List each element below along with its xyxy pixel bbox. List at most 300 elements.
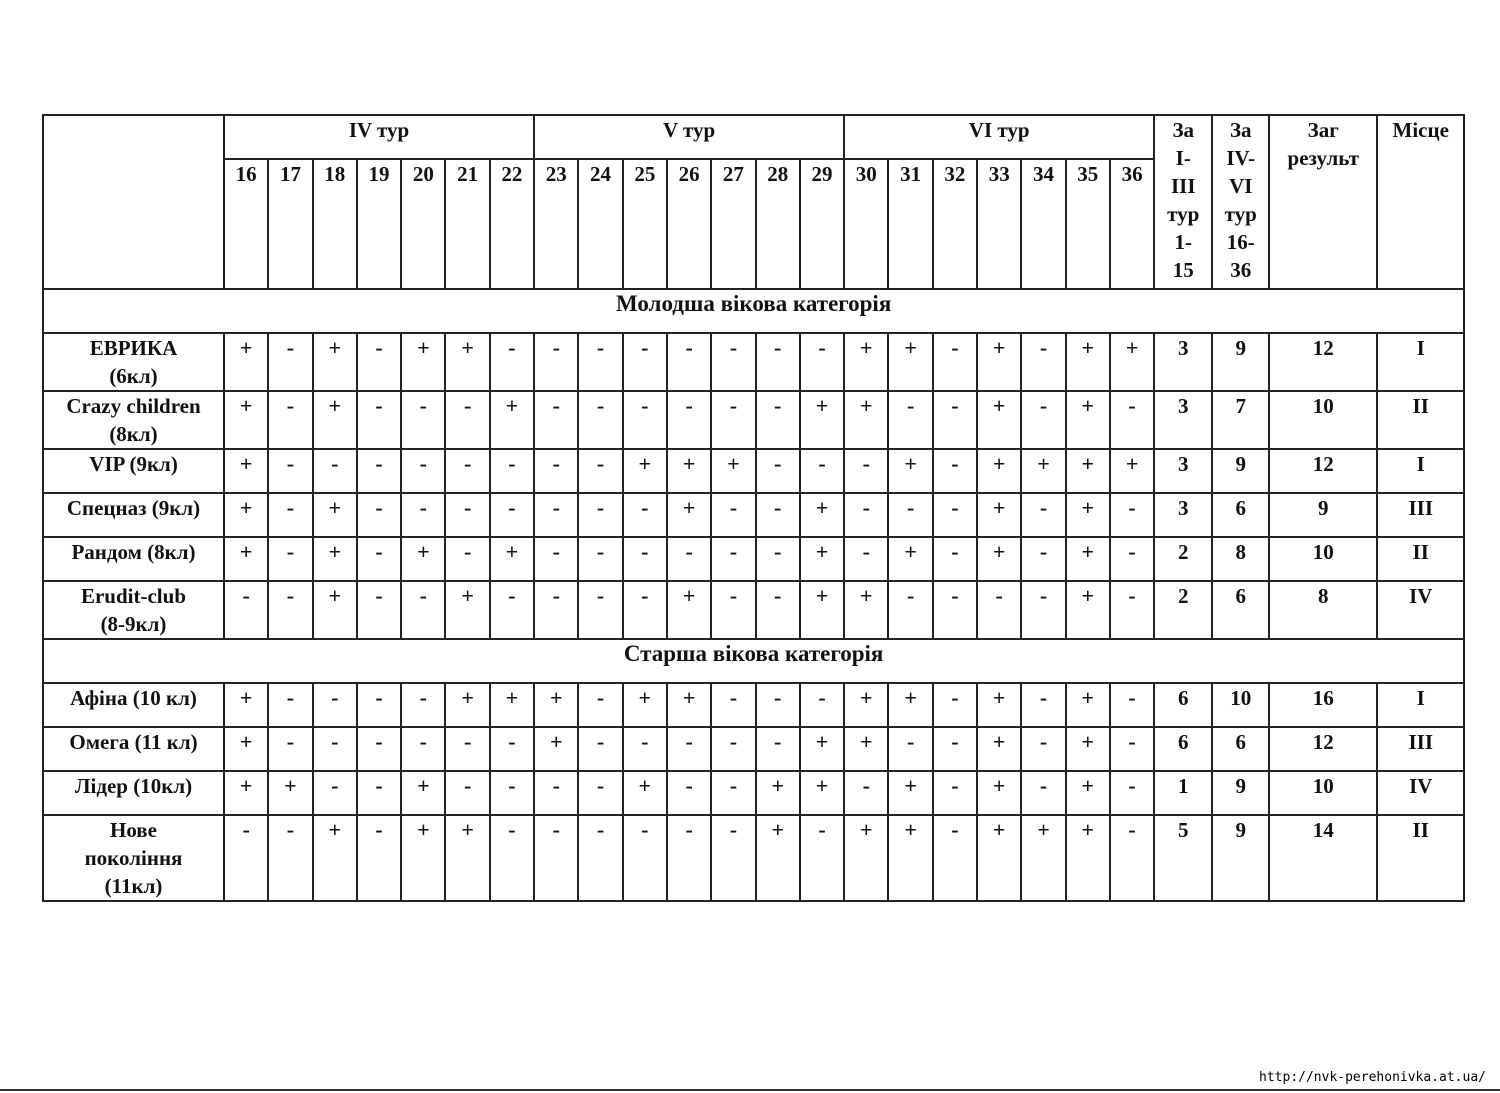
round-number: 22 [490, 159, 534, 289]
team-name [43, 683, 224, 727]
cell-line: результ [1287, 146, 1359, 170]
cell-line: (11кл) [104, 874, 163, 898]
cell-line: 1- [1174, 230, 1192, 254]
round-result: - [756, 391, 800, 449]
round-result: + [1066, 581, 1110, 639]
round-result: + [224, 727, 268, 771]
round-number: 29 [800, 159, 844, 289]
round-result: + [888, 537, 932, 581]
total-result: 16 [1269, 683, 1377, 727]
total-result: 10 [1269, 391, 1377, 449]
round-result: - [268, 333, 312, 391]
cell-line: VIP (9кл) [89, 452, 178, 476]
round-result: - [711, 771, 755, 815]
round-result: - [268, 815, 312, 901]
round-result: + [445, 581, 489, 639]
round-result: - [711, 581, 755, 639]
place: II [1377, 815, 1464, 901]
round-result: - [800, 333, 844, 391]
cell-line: IV- [1226, 146, 1256, 170]
section-title: Молодша вікова категорія [43, 289, 1464, 333]
round-result: + [445, 683, 489, 727]
round-result: - [1021, 683, 1065, 727]
round-result: - [1110, 771, 1154, 815]
round-result: - [1110, 815, 1154, 901]
round-result: - [667, 537, 711, 581]
round-result: - [445, 537, 489, 581]
round-result: - [313, 449, 357, 493]
round-result: - [268, 683, 312, 727]
round-result: - [1021, 537, 1065, 581]
place: III [1377, 727, 1464, 771]
header-sum-IV-VI [1212, 115, 1269, 289]
round-result: - [711, 391, 755, 449]
round-result: + [977, 771, 1021, 815]
round-result: + [667, 683, 711, 727]
team-row [43, 581, 1464, 639]
round-result: - [1021, 581, 1065, 639]
round-result: + [313, 815, 357, 901]
cell-line: (6кл) [109, 364, 158, 388]
round-result: - [268, 727, 312, 771]
round-result: - [578, 493, 622, 537]
round-number: 21 [445, 159, 489, 289]
round-result: - [578, 815, 622, 901]
round-result: - [1110, 581, 1154, 639]
round-result: - [1110, 683, 1154, 727]
round-result: - [623, 815, 667, 901]
round-number: 20 [401, 159, 445, 289]
results-table [42, 114, 1465, 902]
sum-I-III: 3 [1154, 333, 1212, 391]
round-result: + [888, 683, 932, 727]
round-result: + [844, 727, 888, 771]
sum-IV-VI: 10 [1212, 683, 1269, 727]
round-result: + [800, 771, 844, 815]
cell-line: Рандом (8кл) [71, 540, 196, 564]
round-result: - [933, 727, 977, 771]
sum-I-III: 3 [1154, 493, 1212, 537]
total-result: 9 [1269, 493, 1377, 537]
round-result: + [977, 815, 1021, 901]
round-result: + [224, 391, 268, 449]
cell-line: Омега (11 кл) [69, 730, 198, 754]
round-result: - [268, 449, 312, 493]
sum-I-III: 5 [1154, 815, 1212, 901]
round-result: - [1021, 333, 1065, 391]
header-place: Місце [1377, 115, 1464, 289]
round-result: - [756, 581, 800, 639]
round-result: - [224, 581, 268, 639]
round-result: - [933, 449, 977, 493]
cell-line: 16- [1226, 230, 1255, 254]
cell-line: тур [1224, 202, 1257, 226]
section-row [43, 289, 1464, 333]
tour-header: IV тур [224, 115, 534, 159]
round-result: + [1066, 771, 1110, 815]
round-result: - [534, 333, 578, 391]
section-row [43, 639, 1464, 683]
round-result: - [534, 391, 578, 449]
round-result: + [224, 333, 268, 391]
round-result: - [1110, 493, 1154, 537]
round-number: 33 [977, 159, 1021, 289]
round-result: + [756, 815, 800, 901]
sum-IV-VI: 8 [1212, 537, 1269, 581]
round-number: 28 [756, 159, 800, 289]
round-result: - [578, 449, 622, 493]
cell-line: Crazy children [66, 394, 201, 418]
round-number: 17 [268, 159, 312, 289]
round-result: + [667, 581, 711, 639]
round-number: 19 [357, 159, 401, 289]
round-result: - [490, 449, 534, 493]
round-result: + [1066, 815, 1110, 901]
team-row [43, 493, 1464, 537]
round-result: - [933, 815, 977, 901]
place: I [1377, 683, 1464, 727]
round-result: - [401, 391, 445, 449]
round-result: + [445, 815, 489, 901]
round-number: 26 [667, 159, 711, 289]
round-result: + [313, 391, 357, 449]
cell-line: За [1172, 118, 1195, 142]
team-row [43, 771, 1464, 815]
cell-line: (8кл) [109, 422, 158, 446]
round-number: 30 [844, 159, 888, 289]
cell-line: За [1229, 118, 1252, 142]
cell-line: покоління [84, 846, 183, 870]
round-result: - [268, 493, 312, 537]
cell-line: 15 [1172, 258, 1194, 282]
round-result: + [711, 449, 755, 493]
cell-line: VI [1229, 174, 1253, 198]
round-result: - [445, 771, 489, 815]
section-title: Старша вікова категорія [43, 639, 1464, 683]
team-row [43, 449, 1464, 493]
round-number: 24 [578, 159, 622, 289]
round-result: - [623, 581, 667, 639]
round-result: + [844, 581, 888, 639]
round-result: - [844, 493, 888, 537]
round-result: - [844, 449, 888, 493]
sum-IV-VI: 6 [1212, 727, 1269, 771]
team-row [43, 391, 1464, 449]
round-result: - [756, 683, 800, 727]
sum-I-III: 6 [1154, 683, 1212, 727]
team-name [43, 493, 224, 537]
round-result: - [1021, 391, 1065, 449]
cell-line: Заг [1307, 118, 1339, 142]
round-result: - [445, 391, 489, 449]
round-result: + [623, 449, 667, 493]
cell-line: Афіна (10 кл) [70, 686, 197, 710]
team-row [43, 683, 1464, 727]
team-name [43, 537, 224, 581]
team-name [43, 771, 224, 815]
round-result: + [490, 537, 534, 581]
round-result: + [844, 391, 888, 449]
round-result: + [224, 683, 268, 727]
round-result: - [756, 449, 800, 493]
round-result: - [844, 771, 888, 815]
round-result: + [534, 683, 578, 727]
round-result: + [445, 333, 489, 391]
round-result: - [357, 391, 401, 449]
round-result: - [933, 771, 977, 815]
total-result: 8 [1269, 581, 1377, 639]
round-result: + [534, 727, 578, 771]
round-result: - [313, 771, 357, 815]
round-result: + [401, 537, 445, 581]
round-result: - [888, 581, 932, 639]
round-result: - [578, 581, 622, 639]
round-result: - [711, 537, 755, 581]
round-result: + [1066, 727, 1110, 771]
round-result: + [800, 493, 844, 537]
round-result: + [1021, 449, 1065, 493]
round-result: - [578, 537, 622, 581]
round-result: - [756, 537, 800, 581]
round-result: - [490, 333, 534, 391]
round-result: + [224, 493, 268, 537]
round-result: - [756, 727, 800, 771]
footer-url: http://nvk-perehonivka.at.ua/ [1259, 1070, 1486, 1085]
header-total [1269, 115, 1377, 289]
round-result: + [756, 771, 800, 815]
sum-I-III: 6 [1154, 727, 1212, 771]
round-result: + [313, 493, 357, 537]
round-result: - [667, 815, 711, 901]
round-result: - [933, 581, 977, 639]
round-result: + [888, 449, 932, 493]
round-result: + [224, 537, 268, 581]
sum-I-III: 2 [1154, 581, 1212, 639]
round-result: - [357, 771, 401, 815]
round-result: + [1066, 537, 1110, 581]
round-result: - [357, 581, 401, 639]
round-result: + [888, 333, 932, 391]
table-body [43, 289, 1464, 901]
sum-IV-VI: 9 [1212, 333, 1269, 391]
round-result: - [534, 771, 578, 815]
round-result: - [667, 333, 711, 391]
total-result: 10 [1269, 771, 1377, 815]
sum-I-III: 2 [1154, 537, 1212, 581]
round-number: 36 [1110, 159, 1154, 289]
round-result: - [888, 391, 932, 449]
place: IV [1377, 771, 1464, 815]
cell-line: (8-9кл) [100, 612, 167, 636]
round-result: - [357, 815, 401, 901]
cell-line: 36 [1230, 258, 1252, 282]
round-result: + [667, 449, 711, 493]
round-result: - [445, 727, 489, 771]
header-row-tours [43, 115, 1464, 159]
round-result: - [933, 391, 977, 449]
cell-line: Спецназ (9кл) [66, 496, 201, 520]
round-result: - [933, 493, 977, 537]
round-result: - [711, 683, 755, 727]
round-number: 18 [313, 159, 357, 289]
round-result: - [1110, 727, 1154, 771]
round-result: - [578, 727, 622, 771]
round-result: - [534, 537, 578, 581]
cell-line: тур [1167, 202, 1200, 226]
round-result: - [490, 493, 534, 537]
round-result: + [844, 333, 888, 391]
round-result: - [623, 493, 667, 537]
team-row [43, 727, 1464, 771]
team-name [43, 581, 224, 639]
round-result: + [844, 683, 888, 727]
cell-line: I- [1175, 146, 1191, 170]
round-result: - [933, 683, 977, 727]
total-result: 10 [1269, 537, 1377, 581]
sum-IV-VI: 9 [1212, 449, 1269, 493]
team-name [43, 815, 224, 901]
place: II [1377, 537, 1464, 581]
round-result: - [1110, 391, 1154, 449]
round-result: + [800, 727, 844, 771]
round-result: + [313, 581, 357, 639]
round-result: - [534, 493, 578, 537]
round-number: 25 [623, 159, 667, 289]
round-result: - [578, 391, 622, 449]
header-sum-I-III [1154, 115, 1212, 289]
place: I [1377, 449, 1464, 493]
round-number: 31 [888, 159, 932, 289]
round-result: + [800, 581, 844, 639]
round-result: + [888, 815, 932, 901]
round-result: + [224, 771, 268, 815]
round-number: 32 [933, 159, 977, 289]
round-result: - [711, 815, 755, 901]
round-result: + [1110, 333, 1154, 391]
sum-IV-VI: 9 [1212, 815, 1269, 901]
total-result: 12 [1269, 449, 1377, 493]
cell-line: Erudit-club [80, 584, 187, 608]
tour-header: V тур [534, 115, 844, 159]
round-result: - [490, 581, 534, 639]
round-result: - [357, 333, 401, 391]
round-number: 16 [224, 159, 268, 289]
round-result: + [1066, 333, 1110, 391]
round-result: - [445, 449, 489, 493]
round-result: - [844, 537, 888, 581]
round-result: - [401, 581, 445, 639]
total-result: 12 [1269, 727, 1377, 771]
team-row [43, 333, 1464, 391]
round-result: + [313, 333, 357, 391]
round-result: - [401, 683, 445, 727]
round-result: - [313, 727, 357, 771]
round-result: + [490, 391, 534, 449]
round-result: + [623, 771, 667, 815]
round-result: - [800, 815, 844, 901]
round-result: - [888, 493, 932, 537]
round-result: - [1021, 727, 1065, 771]
round-result: - [357, 493, 401, 537]
place: IV [1377, 581, 1464, 639]
round-result: - [534, 581, 578, 639]
round-result: - [933, 333, 977, 391]
round-result: - [667, 771, 711, 815]
round-number: 27 [711, 159, 755, 289]
round-result: - [445, 493, 489, 537]
sum-I-III: 3 [1154, 391, 1212, 449]
round-result: + [888, 771, 932, 815]
round-result: + [1110, 449, 1154, 493]
round-result: + [977, 493, 1021, 537]
team-name [43, 449, 224, 493]
round-result: - [268, 581, 312, 639]
round-result: - [888, 727, 932, 771]
round-result: - [357, 537, 401, 581]
team-name [43, 333, 224, 391]
round-result: - [490, 771, 534, 815]
round-result: - [578, 333, 622, 391]
round-result: - [800, 683, 844, 727]
total-result: 14 [1269, 815, 1377, 901]
round-number: 23 [534, 159, 578, 289]
team-row [43, 537, 1464, 581]
sum-IV-VI: 6 [1212, 493, 1269, 537]
round-result: - [756, 493, 800, 537]
round-result: - [800, 449, 844, 493]
round-result: + [401, 771, 445, 815]
round-result: - [357, 683, 401, 727]
round-result: + [844, 815, 888, 901]
round-result: - [401, 449, 445, 493]
round-result: - [623, 391, 667, 449]
total-result: 12 [1269, 333, 1377, 391]
round-result: - [268, 537, 312, 581]
round-result: + [224, 449, 268, 493]
round-result: - [1110, 537, 1154, 581]
round-result: + [1066, 391, 1110, 449]
tour-header: VI тур [844, 115, 1154, 159]
cell-line: Лідер (10кл) [74, 774, 193, 798]
place: III [1377, 493, 1464, 537]
round-result: + [977, 727, 1021, 771]
round-result: + [667, 493, 711, 537]
team-row [43, 815, 1464, 901]
round-number: 34 [1021, 159, 1065, 289]
round-result: - [711, 727, 755, 771]
round-result: + [977, 683, 1021, 727]
sum-I-III: 3 [1154, 449, 1212, 493]
round-result: - [667, 391, 711, 449]
round-result: + [977, 391, 1021, 449]
cell-line: ЕВРИКА [89, 336, 178, 360]
round-result: - [578, 771, 622, 815]
round-result: + [313, 537, 357, 581]
round-result: - [401, 727, 445, 771]
header-blank-cell [43, 115, 224, 289]
page-bottom-line [0, 1089, 1500, 1091]
round-result: - [357, 727, 401, 771]
round-result: + [800, 391, 844, 449]
round-result: + [490, 683, 534, 727]
sum-I-III: 1 [1154, 771, 1212, 815]
round-result: - [933, 537, 977, 581]
round-result: + [401, 333, 445, 391]
round-result: - [623, 333, 667, 391]
round-result: + [1066, 683, 1110, 727]
round-result: - [667, 727, 711, 771]
round-result: - [534, 815, 578, 901]
